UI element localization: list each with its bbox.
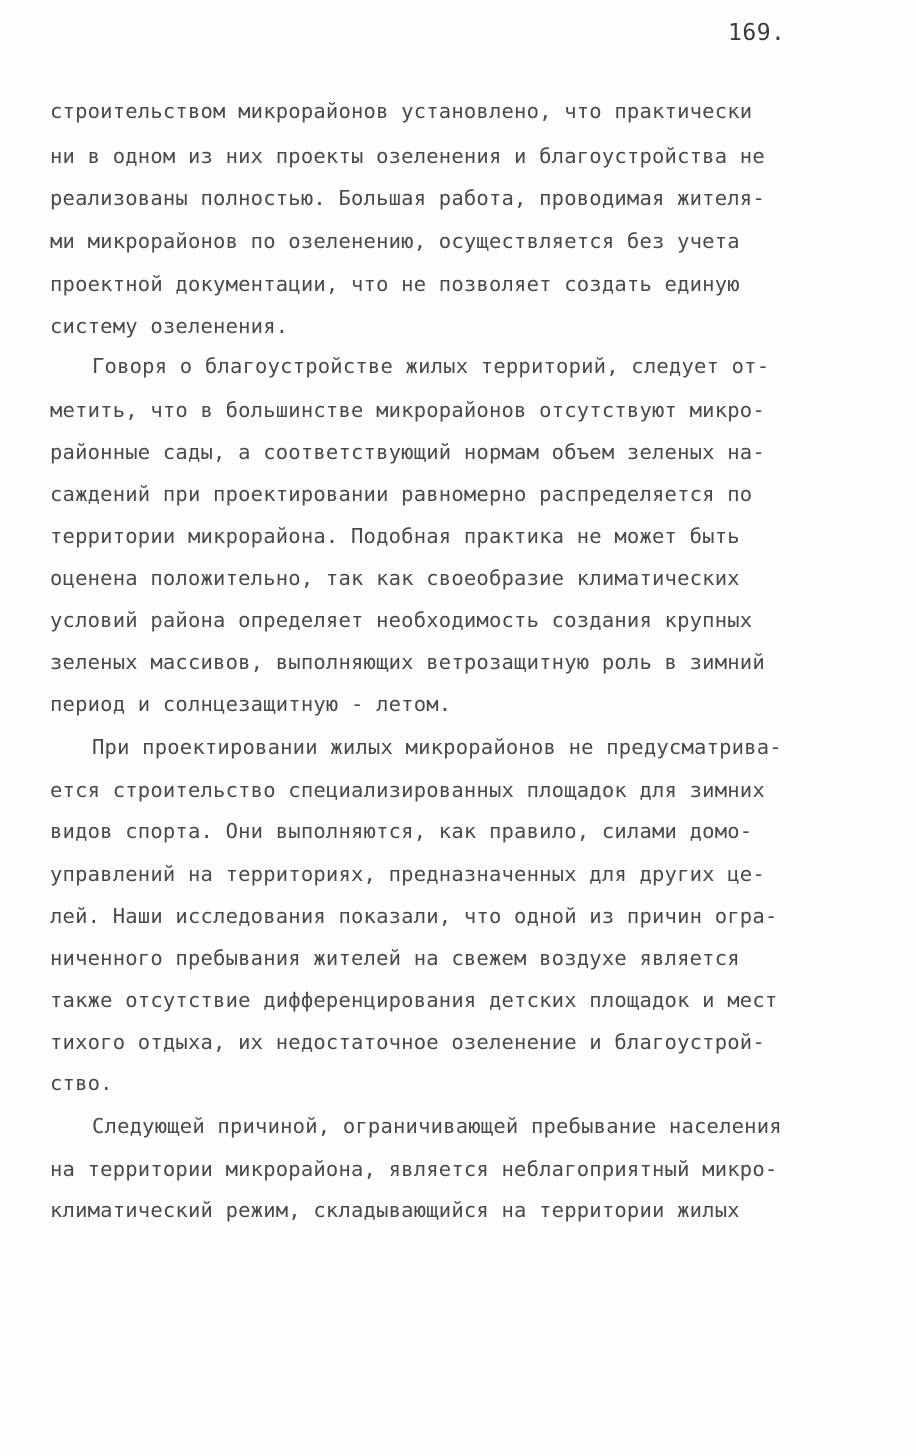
text-line: ми микрорайонов по озеленению, осуществляется без учета [50,229,740,253]
text-line: строительством микрорайонов установлено, что практически [50,99,753,123]
text-line: видов спорта. Они выполняются, как правило, силами домо- [50,819,753,843]
text-line: на территории микрорайона, является неблагоприятный микро- [50,1157,778,1181]
text-line: управлений на территориях, предназначенных для других це- [50,862,765,886]
text-line: метить, что в большинстве микрорайонов отсутствуют микро- [50,398,765,422]
text-line: ни в одном из них проекты озеленения и благоустройства не [50,144,765,168]
text-line: систему озеленения. [50,314,289,338]
text-line: реализованы полностью. Большая работа, проводимая жителя- [50,186,765,210]
text-line: ниченного пребывания жителей на свежем воздухе является [50,946,740,970]
text-line: тихого отдыха, их недостаточное озеленение и благоустрой- [50,1030,765,1054]
text-line: территории микрорайона. Подобная практика не может быть [50,524,740,548]
text-line: лей. Наши исследования показали, что одной из причин огра- [50,904,778,928]
text-line: Следующей причиной, ограничивающей пребывание населения [92,1114,782,1138]
text-line: ется строительство специализированных площадок для зимних [50,778,765,802]
text-line: районные сады, а соответствующий нормам объем зеленых на- [50,440,765,464]
text-line: зеленых массивов, выполняющих ветрозащитную роль в зимний [50,650,765,674]
text-line: проектной документации, что не позволяет создать единую [50,272,740,296]
text-line: оценена положительно, так как своеобразие климатических [50,566,740,590]
text-line: также отсутствие дифференцирования детских площадок и мест [50,988,778,1012]
text-line: период и солнцезащитную - летом. [50,692,452,716]
text-line: саждений при проектировании равномерно распределяется по [50,482,753,506]
page-number: 169. [728,20,786,46]
text-line: ство. [50,1071,113,1095]
text-line: климатический режим, складывающийся на территории жилых [50,1198,740,1222]
text-line: При проектировании жилых микрорайонов не предусматрива- [92,735,782,759]
text-line: условий района определяет необходимость создания крупных [50,608,753,632]
text-line: Говоря о благоустройстве жилых территорий, следует от- [92,354,770,378]
